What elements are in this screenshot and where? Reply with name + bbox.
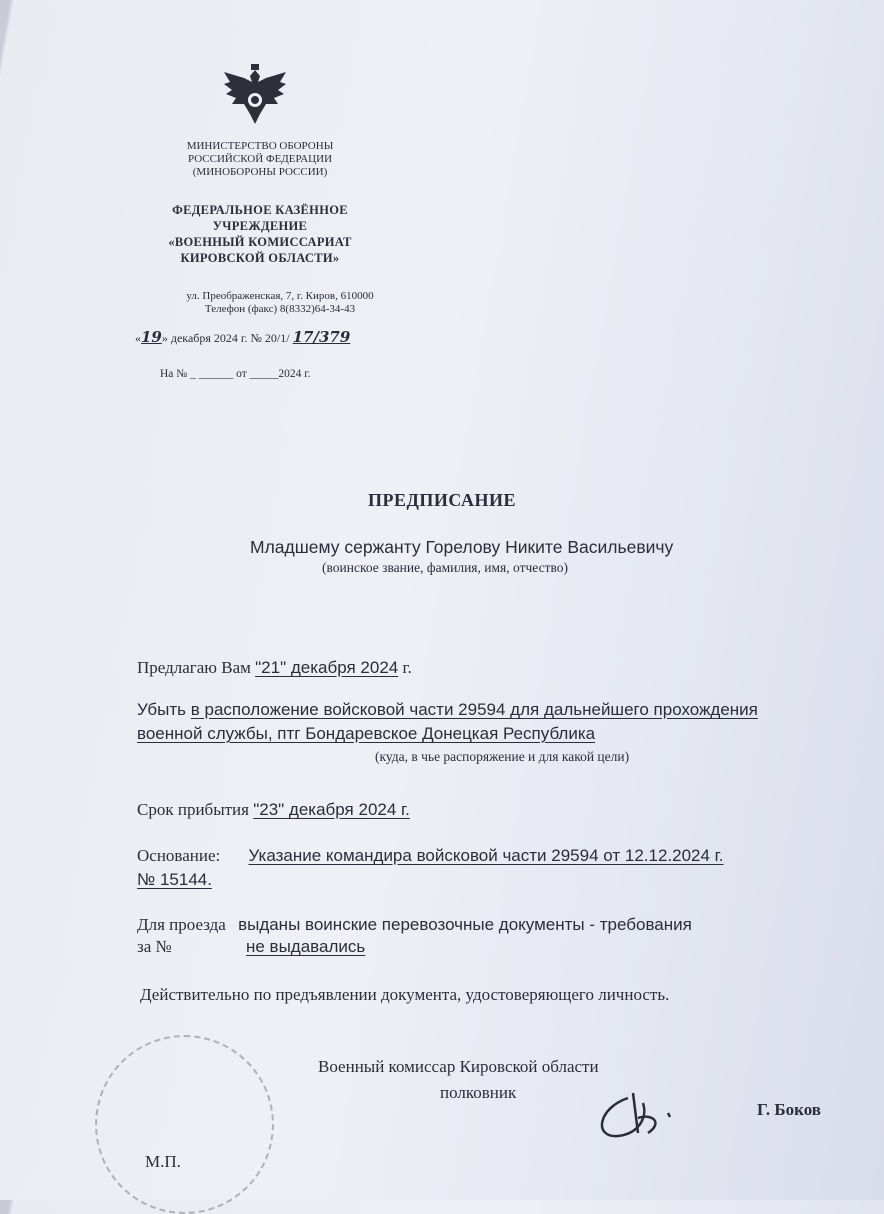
ministry-line: РОССИЙСКОЙ ФЕДЕРАЦИИ [187,153,333,165]
date-rest: декабря 2024 г. № 20/1/ [170,331,290,345]
signer-rank: полковник [440,1083,517,1102]
offer-suffix: г. [402,658,412,677]
ministry-line: (МИНОБОРОНЫ РОССИИ) [192,166,328,178]
destination [137,700,758,744]
date-day: 19 [141,328,162,346]
arrival-line [137,800,410,820]
destination-line: военной службы, птг Бондаревское Донецкая Республика [137,724,596,743]
offer-line [137,658,412,678]
travel-value: не выдавались [245,937,366,956]
destination-caption: (куда, в чье распоряжение и для какой цели) [375,749,630,764]
basis-label: Основание: [137,846,221,865]
official-stamp [95,1035,274,1214]
institution-line: «ВОЕННЫЙ КОМИССАРИАТ [168,235,352,249]
basis [137,846,724,890]
ministry-line: МИНИСТЕРСТВО ОБОРОНЫ [186,140,334,152]
offer-label: Предлагаю Вам [137,658,251,677]
phone-line: Телефон (факс) 8(8332)64-34-43 [204,303,356,315]
recipient-caption: (воинское звание, фамилия, имя, отчество) [322,560,568,575]
document-number: 17/379 [292,328,351,346]
go-label: Убыть [137,700,187,719]
basis-number: № 15144. [137,870,212,889]
destination-line: в расположение войсковой части 29594 для дальнейшего прохождения [190,700,758,719]
travel-label: Для проезда [137,915,226,934]
document-title: ПРЕДПИСАНИЕ [368,490,516,510]
reference-line: На № _ ______ от _____2024 г. [160,368,311,380]
signer-name: Г. Боков [757,1100,821,1119]
institution-name [150,202,370,266]
arrival-date: "23" декабря 2024 г. [253,800,410,819]
institution-line: ФЕДЕРАЛЬНОЕ КАЗЁННОЕ [172,203,348,217]
basis-text: Указание командира войсковой части 29594 от 12.12.2024 г. [248,846,724,865]
signer-title: Военный комиссар Кировской области [318,1057,599,1076]
travel-text: выданы воинские перевозочные документы - требования [238,915,692,934]
arrival-label: Срок прибытия [137,800,249,819]
document-date-number: «19» декабря 2024 г. № 20/1/ 17/379 [135,328,351,346]
validity-note: Действительно по предъявлении документа, удостоверяющего личность. [140,985,670,1004]
stamp-label: М.П. [145,1152,181,1171]
offer-date: "21" декабря 2024 [255,658,399,677]
emblem-icon [210,62,300,132]
institution-line: УЧРЕЖДЕНИЕ [212,219,308,233]
recipient: Младшему сержанту Горелову Никите Васильевичу [250,537,674,557]
address-line: ул. Преображенская, 7, г. Киров, 610000 [186,290,374,302]
signature [588,1088,688,1153]
ministry-name [150,140,370,179]
institution-line: КИРОВСКОЙ ОБЛАСТИ» [180,251,340,265]
travel-documents [137,915,692,957]
travel-label-number: за № [137,937,172,956]
address [150,290,410,316]
